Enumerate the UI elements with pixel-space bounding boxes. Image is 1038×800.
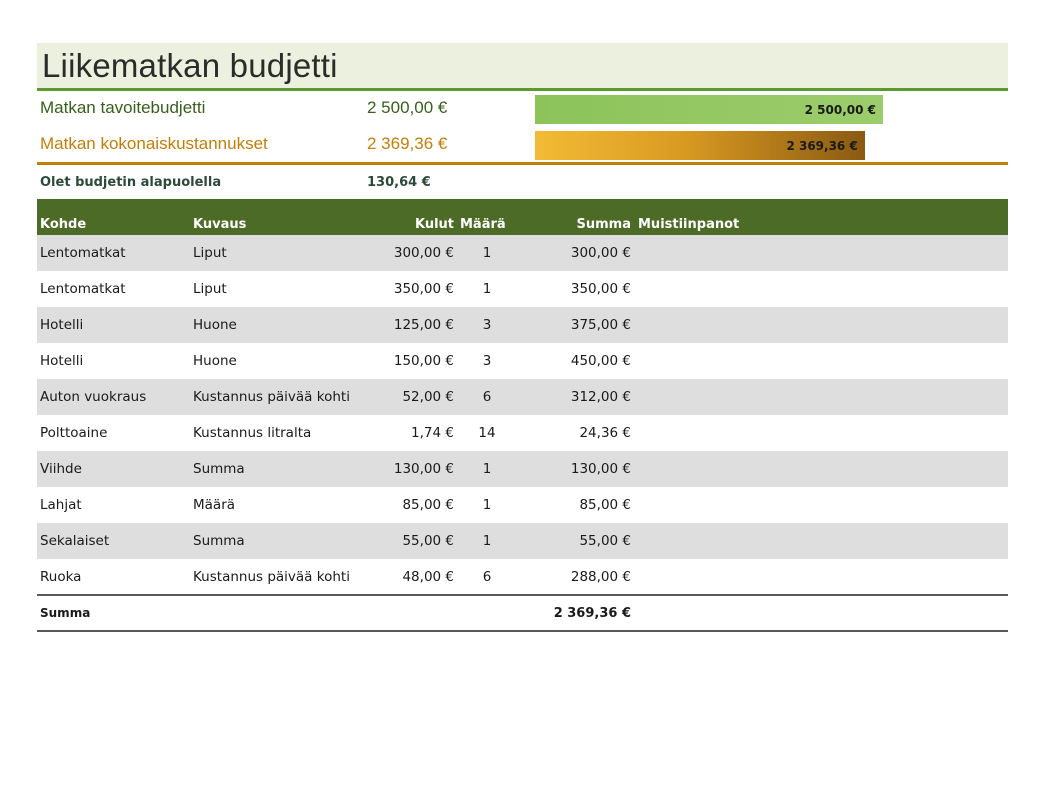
table-row [37,559,1008,595]
cell-notes[interactable] [634,235,1008,271]
cell-cost[interactable]: 55,00 € [357,523,457,559]
target-budget-value: 2 500,00 € [367,98,448,117]
cell-description[interactable]: Määrä [190,487,357,523]
cell-quantity[interactable]: 3 [457,307,517,343]
total-cost-label: Matkan kokonaiskustannukset [40,134,268,153]
cell-item[interactable]: Hotelli [37,343,190,379]
table-row [37,343,1008,379]
target-budget-row [37,91,1008,127]
expense-table [37,199,1008,632]
cell-sum[interactable]: 300,00 € [517,235,634,271]
cell-item[interactable]: Ruoka [37,559,190,595]
total-empty-cell[interactable] [190,595,357,631]
cell-description[interactable]: Huone [190,307,357,343]
cell-quantity[interactable]: 6 [457,379,517,415]
cell-quantity[interactable]: 14 [457,415,517,451]
total-cost-row [37,127,1008,163]
cell-cost[interactable]: 52,00 € [357,379,457,415]
total-empty-cell[interactable] [457,595,517,631]
target-budget-label: Matkan tavoitebudjetti [40,98,206,117]
cell-notes[interactable] [634,487,1008,523]
total-bar-label: 2 369,36 € [786,138,858,153]
cell-cost[interactable]: 125,00 € [357,307,457,343]
header-cost[interactable]: Kulut [357,199,457,235]
table-row [37,379,1008,415]
cell-quantity[interactable]: 1 [457,451,517,487]
cell-item[interactable]: Hotelli [37,307,190,343]
target-budget-bar [535,95,883,124]
under-budget-value: 130,64 € [367,175,431,190]
cell-quantity[interactable]: 1 [457,523,517,559]
cell-notes[interactable] [634,451,1008,487]
cell-item[interactable]: Lentomatkat [37,271,190,307]
expense-table-body [37,235,1008,595]
cell-notes[interactable] [634,379,1008,415]
cell-quantity[interactable]: 1 [457,271,517,307]
target-bar-label: 2 500,00 € [804,102,876,117]
cell-description[interactable]: Kustannus litralta [190,415,357,451]
under-budget-label: Olet budjetin alapuolella [40,175,222,190]
title-band [37,43,1008,91]
table-header-row [37,199,1008,235]
cell-cost[interactable]: 350,00 € [357,271,457,307]
under-budget-row [37,165,1008,199]
cell-notes[interactable] [634,559,1008,595]
cell-item[interactable]: Sekalaiset [37,523,190,559]
total-cost-bar [535,131,865,160]
header-quantity[interactable]: Määrä [457,199,517,235]
cell-cost[interactable]: 1,74 € [357,415,457,451]
cell-notes[interactable] [634,415,1008,451]
cell-notes[interactable] [634,271,1008,307]
table-row [37,487,1008,523]
total-cost-value: 2 369,36 € [367,134,448,153]
cell-notes[interactable] [634,343,1008,379]
total-bar-track [535,131,970,160]
cell-sum[interactable]: 312,00 € [517,379,634,415]
table-row [37,235,1008,271]
cell-quantity[interactable]: 1 [457,235,517,271]
header-item[interactable]: Kohde [37,199,190,235]
total-label[interactable]: Summa [37,595,190,631]
cell-quantity[interactable]: 3 [457,343,517,379]
cell-notes[interactable] [634,307,1008,343]
total-sum-value[interactable]: 2 369,36 € [517,595,634,631]
cell-quantity[interactable]: 6 [457,559,517,595]
cell-cost[interactable]: 130,00 € [357,451,457,487]
page-title: Liikematkan budjetti [42,46,338,84]
cell-cost[interactable]: 300,00 € [357,235,457,271]
cell-description[interactable]: Kustannus päivää kohti [190,379,357,415]
cell-cost[interactable]: 48,00 € [357,559,457,595]
cell-notes[interactable] [634,523,1008,559]
cell-sum[interactable]: 55,00 € [517,523,634,559]
cell-sum[interactable]: 85,00 € [517,487,634,523]
cell-item[interactable]: Lentomatkat [37,235,190,271]
table-total-row [37,595,1008,631]
cell-cost[interactable]: 150,00 € [357,343,457,379]
table-row [37,523,1008,559]
cell-sum[interactable]: 130,00 € [517,451,634,487]
cell-description[interactable]: Liput [190,235,357,271]
budget-sheet [37,43,1008,632]
total-empty-cell[interactable] [634,595,1008,631]
total-empty-cell[interactable] [357,595,457,631]
cell-description[interactable]: Liput [190,271,357,307]
target-bar-track [535,95,970,124]
cell-description[interactable]: Summa [190,523,357,559]
cell-description[interactable]: Kustannus päivää kohti [190,559,357,595]
cell-description[interactable]: Summa [190,451,357,487]
cell-sum[interactable]: 288,00 € [517,559,634,595]
table-row [37,271,1008,307]
cell-sum[interactable]: 375,00 € [517,307,634,343]
cell-item[interactable]: Polttoaine [37,415,190,451]
cell-item[interactable]: Viihde [37,451,190,487]
header-notes[interactable]: Muistiinpanot [634,199,1008,235]
cell-quantity[interactable]: 1 [457,487,517,523]
cell-item[interactable]: Auton vuokraus [37,379,190,415]
header-sum[interactable]: Summa [517,199,634,235]
table-row [37,451,1008,487]
cell-cost[interactable]: 85,00 € [357,487,457,523]
cell-sum[interactable]: 350,00 € [517,271,634,307]
header-description[interactable]: Kuvaus [190,199,357,235]
table-row [37,307,1008,343]
table-row [37,415,1008,451]
cell-sum[interactable]: 24,36 € [517,415,634,451]
cell-item[interactable]: Lahjat [37,487,190,523]
cell-description[interactable]: Huone [190,343,357,379]
cell-sum[interactable]: 450,00 € [517,343,634,379]
